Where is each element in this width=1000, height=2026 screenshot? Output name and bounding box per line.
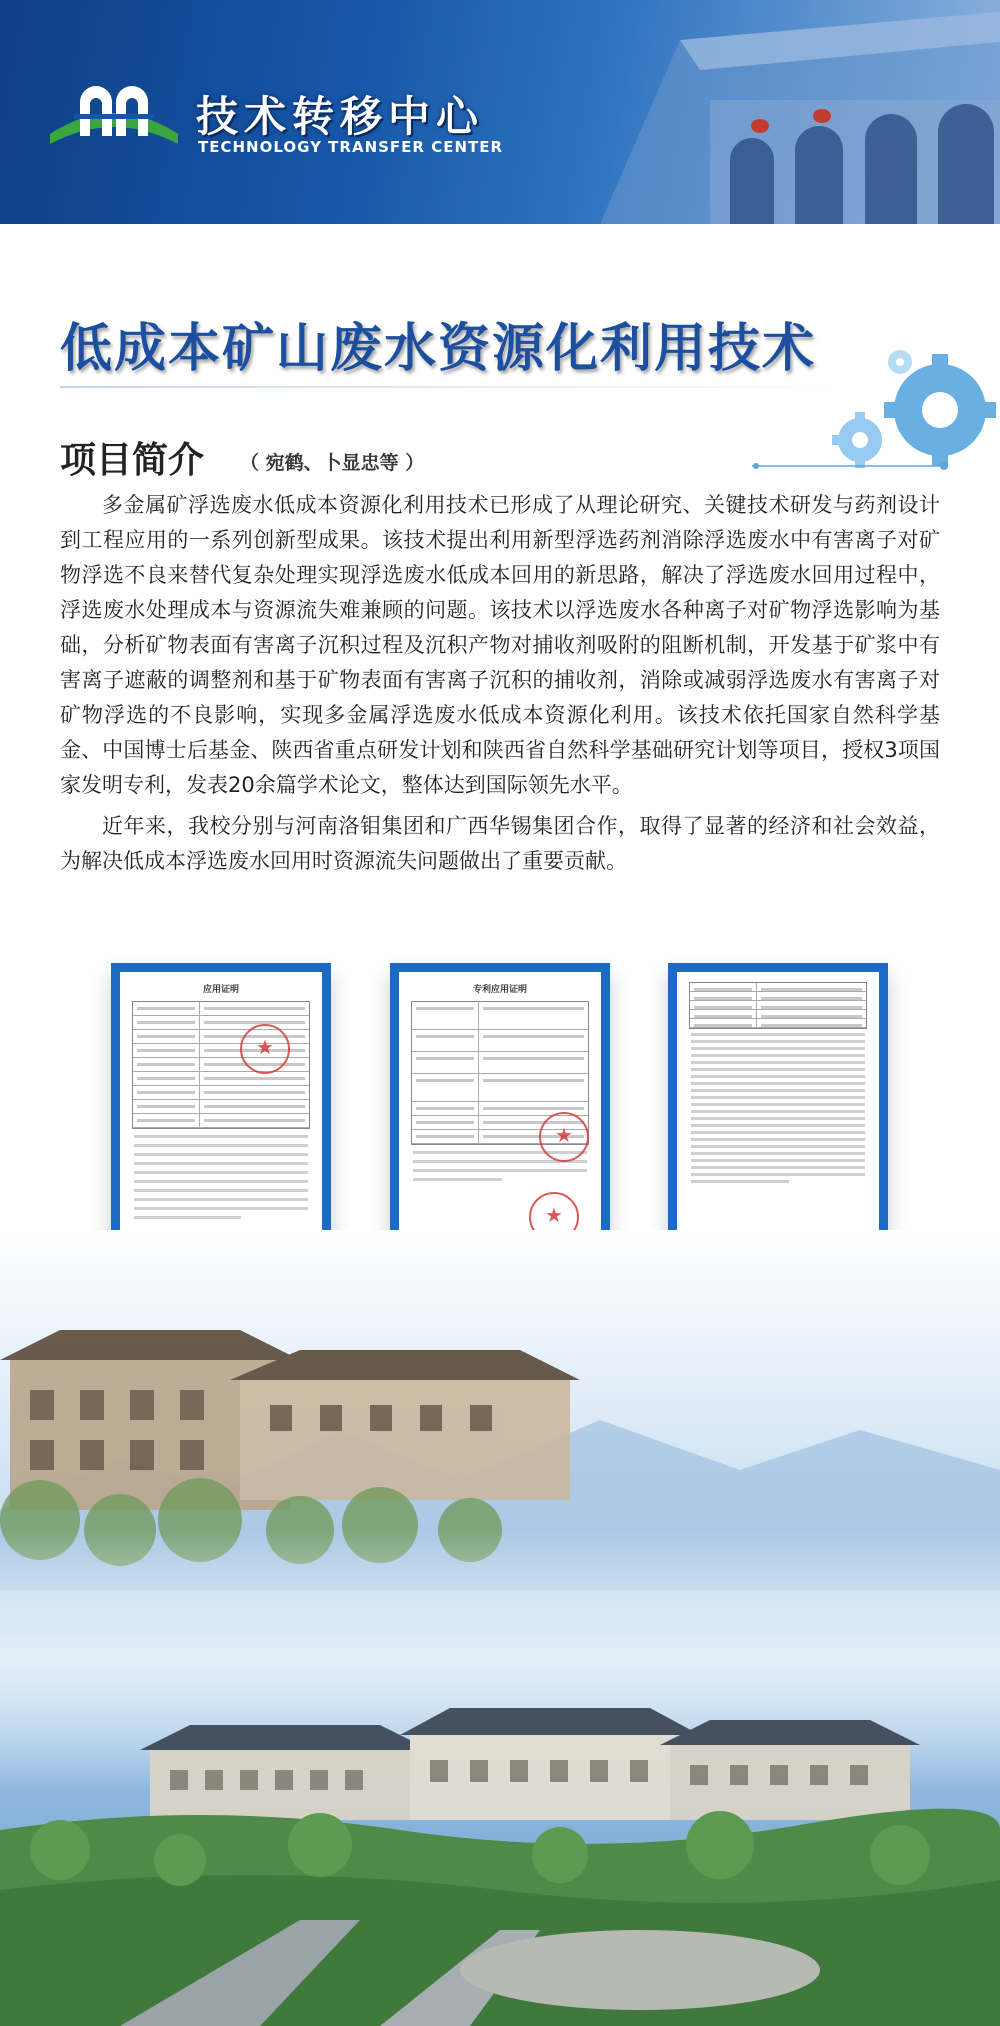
header-banner xyxy=(0,0,1000,224)
certificate-patent-proof xyxy=(390,963,610,1257)
section-heading: 项目简介 xyxy=(60,440,205,481)
page-title: 低成本矿山废水资源化利用技术 xyxy=(60,319,817,379)
project-description xyxy=(60,488,940,885)
section-authors: （ 宛鹤、卜显忠等 ） xyxy=(240,452,425,474)
red-seal-icon xyxy=(240,1024,290,1074)
certificate-application-proof xyxy=(111,963,331,1257)
section-divider-decoration xyxy=(752,459,952,473)
certificate-text xyxy=(132,1135,310,1219)
certificate-title: 专利应用证明 xyxy=(472,985,527,995)
logo-english-text: TECHNOLOGY TRANSFER CENTER xyxy=(198,138,504,156)
certificate-paper-abstract xyxy=(668,963,888,1257)
paragraph: 近年来，我校分别与河南洛钼集团和广西华锡集团合作，取得了显著的经济和社会效益，为解决低成本浮选废水回用时资源流失问题做出了重要贡献。 xyxy=(60,814,940,873)
tech-transfer-logo xyxy=(44,74,184,156)
paragraph: 多金属矿浮选废水低成本资源化利用技术已形成了从理论研究、关键技术研发与药剂设计到工程应用的一系列创新型成果。该技术提出利用新型浮选药剂消除浮选废水中有害离子对矿物浮选不良来替代复杂处理实现浮选废水低成本回用的新思路，解决了浮选废水回用过程中，浮选废水处理成本与资源流失难兼顾的问题。该技术以浮选废水各种离子对矿物浮选影响为基础，分析矿物表面有害离子沉积过程及沉积产物对捕收剂吸附的阻断机制，开发基于矿浆中有害离子遮蔽的调整剂和基于矿物表面有害离子沉积的捕收剂，消除或减弱浮选废水有害离子对矿物浮选的不良影响，实现多金属浮选废水低成本资源化利用。该技术依托国家自然科学基金、中国博士后基金、陕西省重点研发计划和陕西省自然科学基础研究计划等项目，授权3项国家发明专利，发表20余篇学术论文，整体达到国际领先水平。 xyxy=(60,493,940,797)
campus-scenery-image xyxy=(0,1230,1000,2026)
certificate-table xyxy=(689,982,867,1029)
title-divider xyxy=(60,386,840,388)
red-seal-icon xyxy=(539,1112,589,1162)
logo-chinese-text: 技术转移中心 xyxy=(196,92,485,141)
certificate-text xyxy=(689,1033,867,1183)
gears-decoration xyxy=(780,340,1000,500)
university-building-image xyxy=(560,0,1000,224)
certificate-title: 应用证明 xyxy=(202,985,239,995)
